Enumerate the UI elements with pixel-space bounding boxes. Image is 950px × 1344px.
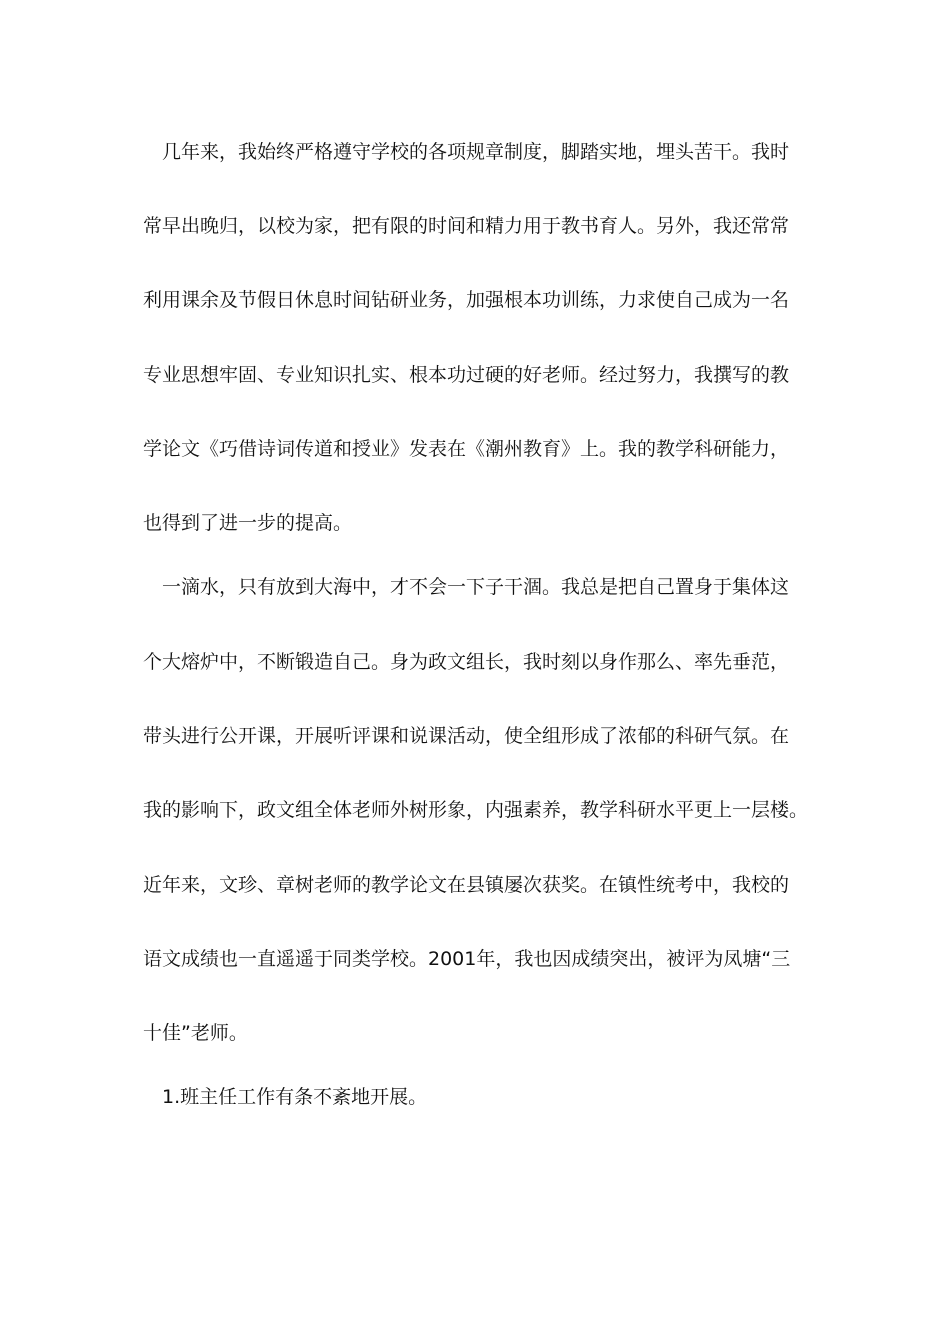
paragraph-1-line-4: 专业思想牢固、专业知识扎实、根本功过硬的好老师。经过努力，我撰写的教 [143, 364, 790, 386]
paragraph-2-line-2: 个大熔炉中，不断锻造自己。身为政文组长，我时刻以身作那么、率先垂范， [143, 651, 790, 673]
paragraph-1-line-5: 学论文《巧借诗词传道和授业》发表在《潮州教育》上。我的教学科研能力， [143, 438, 790, 460]
paragraph-2-line-7: 十佳”老师。 [143, 1022, 248, 1044]
paragraph-2-line-6: 语文成绩也一直遥遥于同类学校。2001年，我也因成绩突出，被评为凤塘“三 [143, 948, 791, 970]
paragraph-2-line-4: 我的影响下，政文组全体老师外树形象，内强素养，教学科研水平更上一层楼。 [143, 799, 809, 821]
paragraph-2-line-3: 带头进行公开课，开展听评课和说课活动，使全组形成了浓郁的科研气氛。在 [143, 725, 790, 747]
paragraph-2-line-1: 一滴水，只有放到大海中，才不会一下子干涸。我总是把自己置身于集体这 [162, 576, 790, 598]
paragraph-1-line-6: 也得到了进一步的提高。 [143, 512, 353, 534]
paragraph-1-line-1: 几年来，我始终严格遵守学校的各项规章制度，脚踏实地，埋头苦干。我时 [162, 141, 790, 163]
paragraph-1-line-3: 利用课余及节假日休息时间钻研业务，加强根本功训练，力求使自己成为一名 [143, 289, 790, 311]
list-item-1: 1.班主任工作有条不紊地开展。 [162, 1086, 428, 1108]
paragraph-2-line-5: 近年来，文珍、章树老师的教学论文在县镇屡次获奖。在镇性统考中，我校的 [143, 874, 790, 896]
paragraph-1-line-2: 常早出晚归，以校为家，把有限的时间和精力用于教书育人。另外，我还常常 [143, 215, 790, 237]
